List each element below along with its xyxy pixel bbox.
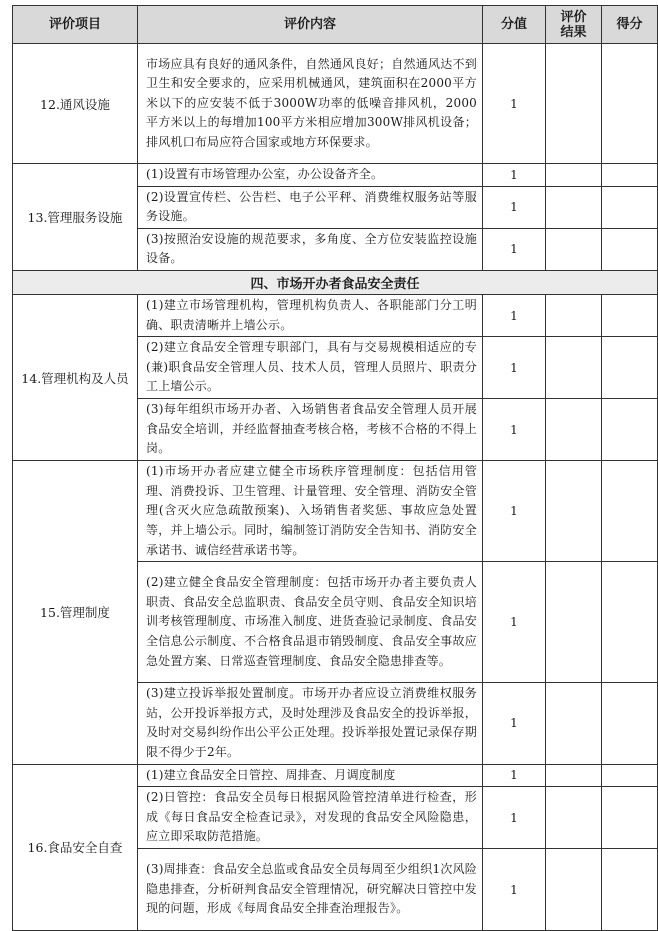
table-row (13, 461, 658, 562)
item-ventilation: 12.通风设施 (13, 44, 138, 164)
result-cell[interactable] (546, 44, 602, 164)
content-text: (2)日管控：食品安全员每日根据风险管控清单进行检查，形成《每日食品安全检查记录》，对发现的食品安全风险隐患，应立即采取防范措施。 (138, 787, 483, 849)
score-value: 1 (483, 787, 546, 849)
content-text: (2)设置宣传栏、公告栏、电子公平秤、消费维权服务站等服务设施。 (138, 186, 483, 228)
result-cell[interactable] (546, 186, 602, 228)
table-row (13, 294, 658, 336)
table-row (13, 164, 658, 187)
content-text: (3)周排查：食品安全总监或食品安全员每周至少组织1次风险隐患排查，分析研判食品安全管理情况，研究解决日管控中发现的问题，形成《每周食品安全排查治理报告》。 (138, 849, 483, 931)
score-value: 1 (483, 764, 546, 787)
header-score: 分值 (483, 6, 546, 44)
content-text: (1)建立食品安全日管控、周排查、月调度制度 (138, 764, 483, 787)
content-text: (3)按照治安设施的规范要求，多角度、全方位安装监控设施设备。 (138, 228, 483, 270)
score-value: 1 (483, 164, 546, 187)
result-cell[interactable] (546, 849, 602, 931)
score-value: 1 (483, 228, 546, 270)
result-cell[interactable] (546, 683, 602, 764)
section-title: 四、市场开办者食品安全责任 (13, 270, 658, 294)
content-text: (3)建立投诉举报处置制度。市场开办者应设立消费维权服务站，公开投诉举报方式，及时处理涉及食品安全的投诉举报，及时对交易纠纷作出公平公正处理。投诉举报处置记录保存期限不得少于2年。 (138, 683, 483, 764)
content-text: (1)设置有市场管理办公室，办公设备齐全。 (138, 164, 483, 187)
evaluation-table (12, 5, 658, 931)
content-text: (3)每年组织市场开办者、入场销售者食品安全管理人员开展食品安全培训，并经监督抽查考核合格，考核不合格的不得上岗。 (138, 399, 483, 461)
got-cell[interactable] (602, 787, 658, 849)
score-value: 1 (483, 849, 546, 931)
got-cell[interactable] (602, 683, 658, 764)
header-row (13, 6, 658, 44)
content-text: (2)建立健全食品安全管理制度：包括市场开办者主要负责人职责、食品安全总监职责、食品安全员守则、食品安全知识培训考核管理制度、市场准入制度、进货查验记录制度、食品安全信息公示制度、不合格食品退市销毁制度、食品安全事故应急处置方案、日常巡查管理制度、食品安全隐患排查等。 (138, 562, 483, 683)
result-cell[interactable] (546, 461, 602, 562)
result-cell[interactable] (546, 228, 602, 270)
section-row (13, 270, 658, 294)
got-cell[interactable] (602, 228, 658, 270)
got-cell[interactable] (602, 764, 658, 787)
score-value: 1 (483, 337, 546, 399)
content-text: (1)建立市场管理机构，管理机构负责人、各职能部门分工明确、职责清晰并上墙公示。 (138, 294, 483, 336)
got-cell[interactable] (602, 186, 658, 228)
score-value: 1 (483, 294, 546, 336)
got-cell[interactable] (602, 399, 658, 461)
result-cell[interactable] (546, 294, 602, 336)
header-result-line1: 评价 (560, 9, 587, 25)
score-value: 1 (483, 399, 546, 461)
score-value: 1 (483, 186, 546, 228)
result-cell[interactable] (546, 764, 602, 787)
score-value: 1 (483, 562, 546, 683)
header-got: 得分 (602, 6, 658, 44)
result-cell[interactable] (546, 399, 602, 461)
item-management-personnel: 14.管理机构及人员 (13, 294, 138, 460)
got-cell[interactable] (602, 461, 658, 562)
score-value: 1 (483, 461, 546, 562)
got-cell[interactable] (602, 294, 658, 336)
item-management-rules: 15.管理制度 (13, 461, 138, 764)
header-result-line2: 结果 (560, 24, 587, 40)
score-value: 1 (483, 44, 546, 164)
table-row (13, 764, 658, 787)
content-text: (2)建立食品安全管理专职部门，具有与交易规模相适应的专(兼)职食品安全管理人员、技术人员，管理人员照片、职责分工上墙公示。 (138, 337, 483, 399)
result-cell[interactable] (546, 787, 602, 849)
got-cell[interactable] (602, 562, 658, 683)
item-food-safety-check: 16.食品安全自查 (13, 764, 138, 931)
table-row (13, 44, 658, 164)
item-service-facilities: 13.管理服务设施 (13, 164, 138, 271)
content-text: 市场应具有良好的通风条件，自然通风良好；自然通风达不到卫生和安全要求的，应采用机械通风，建筑面积在2000平方米以下的应安装不低于3000W功率的低噪音排风机，2000平方米以上的每增加100平方米相应增加300W排风机设备；排风机口布局应符合国家或地方环保要求。 (138, 44, 483, 164)
got-cell[interactable] (602, 164, 658, 187)
header-item: 评价项目 (13, 6, 138, 44)
score-value: 1 (483, 683, 546, 764)
header-content: 评价内容 (138, 6, 483, 44)
got-cell[interactable] (602, 849, 658, 931)
result-cell[interactable] (546, 337, 602, 399)
result-cell[interactable] (546, 562, 602, 683)
got-cell[interactable] (602, 44, 658, 164)
result-cell[interactable] (546, 164, 602, 187)
got-cell[interactable] (602, 337, 658, 399)
header-result (546, 6, 602, 44)
content-text: (1)市场开办者应建立健全市场秩序管理制度：包括信用管理、消费投诉、卫生管理、计量管理、安全管理、消防安全管理(含灭火应急疏散预案)、入场销售者奖惩、事故应急处置等，并上墙公示。同时，编制签订消防安全告知书、消防安全承诺书、诚信经营承诺书等。 (138, 461, 483, 562)
